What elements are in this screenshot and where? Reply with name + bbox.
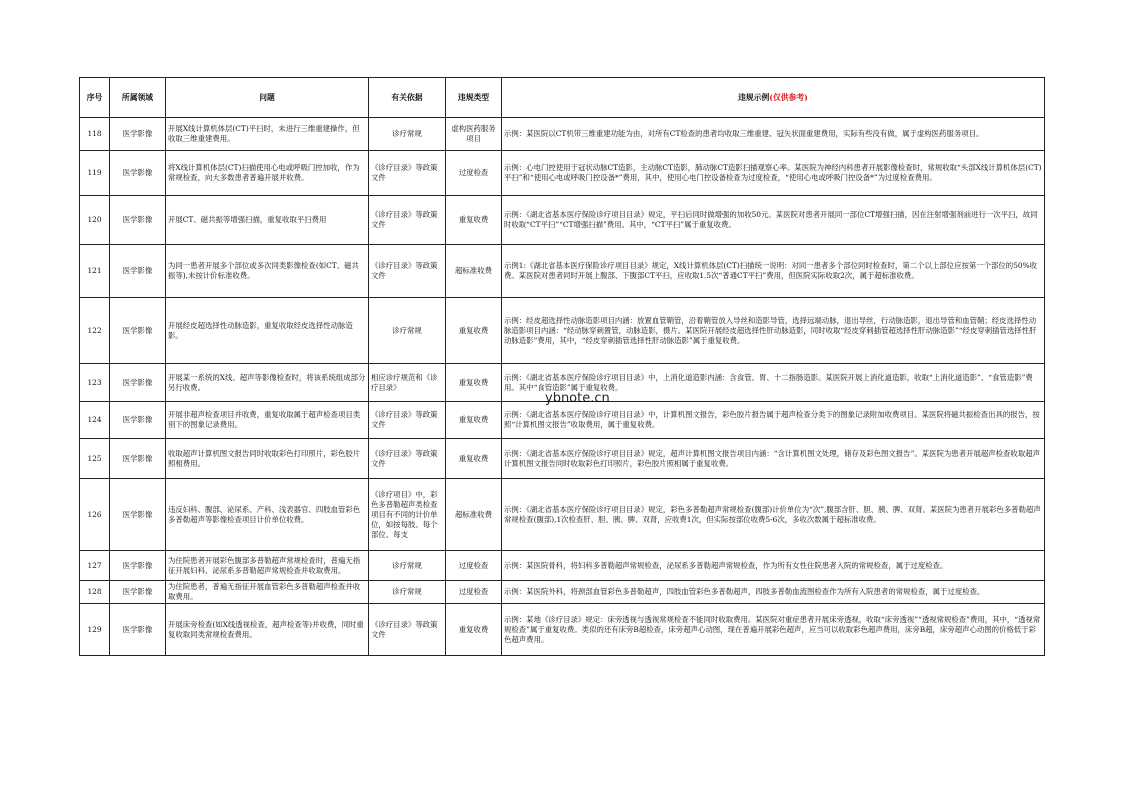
header-example [502,78,1045,118]
header-example-label: 违规示例 [738,92,770,102]
cell-problem [166,402,369,439]
cell-basis [369,604,446,656]
cell-type-text: 重复收费 [458,377,489,387]
cell-type-text: 过度检查 [458,168,489,177]
cell-type [446,604,502,656]
cell-example [502,402,1045,439]
cell-area [110,364,166,402]
cell-basis-text: 《诊疗项目》中，彩色多普勒超声类检查项目有不同的计价单位，如按每肢、每个部位、每支 [371,489,438,539]
table-row [80,439,1045,479]
cell-problem-text: 为住院患者，普遍无指征开展血管彩色多普勒超声检查并收取费用。 [168,582,361,601]
cell-area-text: 医学影像 [122,624,153,634]
cell-area [110,151,166,196]
cell-problem-text: 开展经皮超选择性动脉造影，重复收取经皮选择性动脉造影。 [168,320,353,340]
cell-seq [80,245,110,298]
table-row [80,196,1045,245]
cell-example-text: 示例：某医院骨科，将妇科多普勒超声常规检查，泌尿系多普勒超声常规检查，作为所有女性住院患者入院的常规检查，属于过度检查。 [504,560,948,570]
watermark: ybnote.cn [545,391,610,406]
cell-basis-text: 诊疗常规 [392,560,422,570]
table-row [80,604,1045,656]
cell-type [446,581,502,604]
cell-basis [369,118,446,151]
cell-area-text: 医学影像 [122,215,153,224]
cell-area-text: 医学影像 [122,377,153,387]
cell-basis [369,402,446,439]
cell-area [110,196,166,245]
cell-seq-text: 124 [87,415,102,424]
cell-seq [80,364,110,402]
cell-area-text: 医学影像 [122,453,153,463]
cell-seq-text: 121 [87,266,102,275]
table-row [80,551,1045,581]
cell-area [110,479,166,551]
cell-example-text: 示例：《湖北省基本医疗保险诊疗项目目录》中，计算机图文报告，彩色胶片报告属于超声检查分类下的图象记录附加收费项目。某医院将磁共振检查出具的报告，按照“计算机图文报告”收取费用，属于重复收费。 [504,410,1040,429]
cell-area [110,245,166,298]
cell-problem-text: 将X线计算机体层(CT)扫描使用心电或呼吸门控加收，作为常规检查，向大多数患者普遍开展并收费。 [168,163,360,182]
cell-basis [369,196,446,245]
cell-basis-text: 《诊疗目录》等政策文件 [371,448,438,468]
cell-type-text: 超标准收费 [455,509,492,519]
cell-example [502,581,1045,604]
cell-example-text: 示例：某医院以CT机带三维重建功能为由，对所有CT检查的患者均收取三维重建、冠矢状面重建费用，实际有些没有做，属于虚构医药服务项目。 [504,129,984,138]
cell-example-text: 示例1:《湖北省基本医疗保险诊疗项目目录》规定，X线计算机体层(CT)扫描统一说明：对同一患者多个部位同时检查时，第二个以上部位应按第一个部位的50%收费。某医院对患者同时开展上腹部、下腹部CT平扫，应收取1.5次“普通CT平扫”费用，但医院实际收取2次，属于超标准收费。 [504,261,1038,280]
cell-area-text: 医学影像 [122,509,153,519]
cell-seq-text: 123 [87,377,102,387]
cell-example [502,196,1045,245]
cell-basis [369,439,446,479]
cell-basis [369,551,446,581]
cell-example-text: 示例：《湖北省基本医疗保险诊疗项目目录》规定，彩色多普勒超声常规检查(腹部)计价单位为“次”,腹部含肝、胆、胰、脾、双肾。某医院为患者开展彩色多普勒超声常规检查(腹部),1次检查肝、胆、胰、脾、双肾，应收费1次，但实际按部位收费5-6次，多收次数属于超标准收费。 [504,504,1041,524]
cell-seq [80,551,110,581]
cell-seq-text: 128 [87,587,102,596]
cell-area [110,402,166,439]
cell-type [446,479,502,551]
cell-seq [80,479,110,551]
cell-problem-text: 为住院患者开展彩色腹部多普勒超声常规检查时，普遍无指征开展妇科、泌尿系多普勒超声常规检查并收取费用。 [168,555,361,575]
cell-basis-text: 《诊疗目录》等政策文件 [371,261,438,280]
cell-area-text: 医学影像 [122,415,153,424]
cell-basis [369,479,446,551]
cell-seq-text: 126 [87,509,102,519]
cell-area [110,118,166,151]
cell-seq-text: 129 [87,624,102,634]
cell-type [446,196,502,245]
table-row [80,298,1045,364]
table-row [80,479,1045,551]
cell-seq-text: 127 [87,560,102,570]
cell-area-text: 医学影像 [122,266,153,275]
cell-seq [80,402,110,439]
cell-example-text: 示例：心电门控使用于冠状动脉CT造影，主动脉CT造影，肺动脉CT造影扫描观察心率。某医院为神经内科患者开展影像检查时，常规收取“头部X线计算机体层(CT)平扫”和“使用心电或呼吸门控设备*”费用，其中，使用心电门控设备检查为过度检查，“使用心电或呼吸门控设备*”为过度检查费用。 [504,163,1042,182]
cell-type-text: 重复收费 [458,325,489,335]
cell-seq [80,196,110,245]
cell-problem [166,298,369,364]
cell-area [110,439,166,479]
cell-basis-text: 诊疗常规 [392,129,422,138]
cell-problem [166,439,369,479]
cell-basis-text: 诊疗常规 [392,587,422,596]
cell-basis [369,581,446,604]
table-row [80,245,1045,298]
header-basis: 有关依据 [369,78,446,118]
table-row [80,581,1045,604]
cell-type [446,151,502,196]
cell-problem-text: 开展非超声检查项目并收费，重复收取属于超声检查项目类别下的图象记录费用。 [168,410,361,429]
cell-example-text: 示例：《湖北省基本医疗保险诊疗项目目录》中，上消化道造影内涵：含食管、胃、十二指肠造影。某医院开展上消化道造影，收取“上消化道造影”、“食管造影”费用。其中“食管造影”属于重复收费。 [504,372,1033,392]
cell-example [502,479,1045,551]
cell-type [446,364,502,402]
cell-problem [166,151,369,196]
cell-problem-text: 开展某一系统的X线、超声等影像检查时，将该系统组成部分另行收费。 [168,372,366,392]
cell-seq-text: 118 [87,129,102,138]
cell-problem-text: 开展X线计算机体层(CT)平扫时，未进行三维重建操作，但收取三维重建费用。 [168,124,360,143]
cell-problem [166,364,369,402]
cell-problem-text: 收取超声计算机图文报告同时收取彩色打印照片，彩色胶片照相费用。 [168,448,361,468]
cell-example [502,245,1045,298]
cell-basis [369,364,446,402]
cell-basis-text: 《诊疗目录》等政策文件 [371,619,438,639]
cell-problem [166,581,369,604]
cell-type-text: 过度检查 [458,587,489,596]
cell-seq-text: 122 [87,325,102,335]
cell-seq-text: 125 [87,453,102,463]
cell-seq [80,151,110,196]
cell-problem-text: 为同一患者开展多个部位或多次同类影像检查(如CT、磁共振等),未按计价标准收费。 [168,261,359,280]
cell-area-text: 医学影像 [122,325,153,335]
cell-example [502,439,1045,479]
cell-type [446,402,502,439]
cell-area-text: 医学影像 [122,560,153,570]
cell-area [110,298,166,364]
cell-example [502,551,1045,581]
cell-example-text: 示例：某地《诊疗目录》规定：床旁透视与透视常规检查不能同时收取费用。某医院对重症患者开展床旁透视，收取“床旁透视”“透视常规检查”费用，其中，“透视常规检查”属于重复收费。类似的还有床旁B超检查，床旁超声心动图，现在普遍开展彩色超声，应当可以收取彩色超声费用，床旁B超，床旁超声心动图的价格低于彩色超声费用。 [504,614,1041,644]
cell-example [502,298,1045,364]
cell-area-text: 医学影像 [122,129,153,138]
table-row [80,118,1045,151]
cell-seq-text: 120 [87,215,102,224]
cell-basis [369,151,446,196]
cell-basis [369,245,446,298]
header-area: 所属领域 [110,78,166,118]
table-row [80,402,1045,439]
cell-basis-text: 相应诊疗规范和《诊疗目录》 [371,372,438,392]
cell-type [446,118,502,151]
cell-example-text: 示例：《湖北省基本医疗保险诊疗项目目录》规定，超声计算机图文报告项目内涵：“含计算机图文处理，储存及彩色图文报告”。某医院为患者开展超声检查收取超声计算机图文报告同时收取彩色打印照片，彩色胶片照相属于重复收费。 [504,448,1040,468]
cell-type [446,551,502,581]
cell-problem [166,604,369,656]
cell-example [502,118,1045,151]
cell-example [502,151,1045,196]
cell-type-text: 超标准收费 [455,266,492,275]
cell-type-text: 重复收费 [458,453,489,463]
cell-area [110,551,166,581]
cell-example [502,604,1045,656]
cell-problem [166,479,369,551]
cell-basis-text: 《诊疗目录》等政策文件 [371,410,438,429]
cell-seq [80,439,110,479]
cell-area-text: 医学影像 [122,587,153,596]
table-row [80,151,1045,196]
cell-type [446,245,502,298]
cell-type-text: 重复收费 [458,624,489,634]
cell-basis-text: 《诊疗目录》等政策文件 [371,163,438,182]
table-header-row [80,78,1045,118]
cell-area-text: 医学影像 [122,168,153,177]
header-example-note: (仅供参考) [769,92,808,102]
cell-type-text: 重复收费 [458,215,489,224]
cell-problem-text: 开展CT、磁共振等增强扫描，重复收取平扫费用 [168,215,327,224]
header-problem: 问题 [166,78,369,118]
cell-basis [369,298,446,364]
cell-type [446,439,502,479]
cell-example-text: 示例：《湖北省基本医疗保险诊疗项目目录》规定，平扫后同时做增强的加收50元。某医院对患者开展同一部位CT增强扫描，因在注射增强剂前进行一次平扫，故同时收取“CT平扫”“CT增强扫描”费用。其中，“CT平扫”属于重复收费。 [504,210,1038,229]
cell-type-text: 重复收费 [458,415,489,424]
cell-type [446,298,502,364]
header-type: 违规类型 [446,78,502,118]
header-seq: 序号 [80,78,110,118]
cell-basis-text: 诊疗常规 [392,325,422,335]
cell-area [110,604,166,656]
cell-seq [80,581,110,604]
cell-problem [166,118,369,151]
cell-seq [80,298,110,364]
cell-seq [80,604,110,656]
cell-seq-text: 119 [87,168,102,177]
cell-problem-text: 违反妇科、腹部、泌尿系、产科、浅表器官、四肢血管彩色多普勒超声等影像检查项目计价单位收费。 [168,504,361,524]
cell-example-text: 示例：某医院外科，将颈部血管彩色多普勒超声，四肢血管彩色多普勒超声，四肢多普勒血流图检查作为所有入院患者的常规检查，属于过度检查。 [504,587,985,596]
cell-area [110,581,166,604]
cell-basis-text: 《诊疗目录》等政策文件 [371,210,438,229]
cell-problem-text: 开展床旁检查(如X线透视检查，超声检查等)并收费，同时重复收取同类常规检查费用。 [168,619,364,639]
cell-seq [80,118,110,151]
cell-problem [166,245,369,298]
cell-type-text: 过度检查 [458,560,489,570]
cell-problem [166,196,369,245]
violations-table [79,77,1045,656]
cell-example-text: 示例：经皮超选择性动脉造影项目内涵：放置血管鞘管，沿着鞘管放入导丝和造影导管，选择远端动脉，退出导丝，行动脉造影，退出导管和血管鞘；经皮选择性动脉造影项目内涵：“经动脉穿刺置管，动脉造影，摄片。某医院开展经皮超选择性肝动脉造影，同时收取“经皮穿刺插管超选择性肝动脉造影”“经皮穿刺插管选择性肝动脉造影”费用，其中，“经皮穿刺插管选择性肝动脉造影”属于重复收费。 [504,315,1037,345]
cell-problem [166,551,369,581]
cell-type-text: 虚构医药服务项目 [451,124,496,143]
